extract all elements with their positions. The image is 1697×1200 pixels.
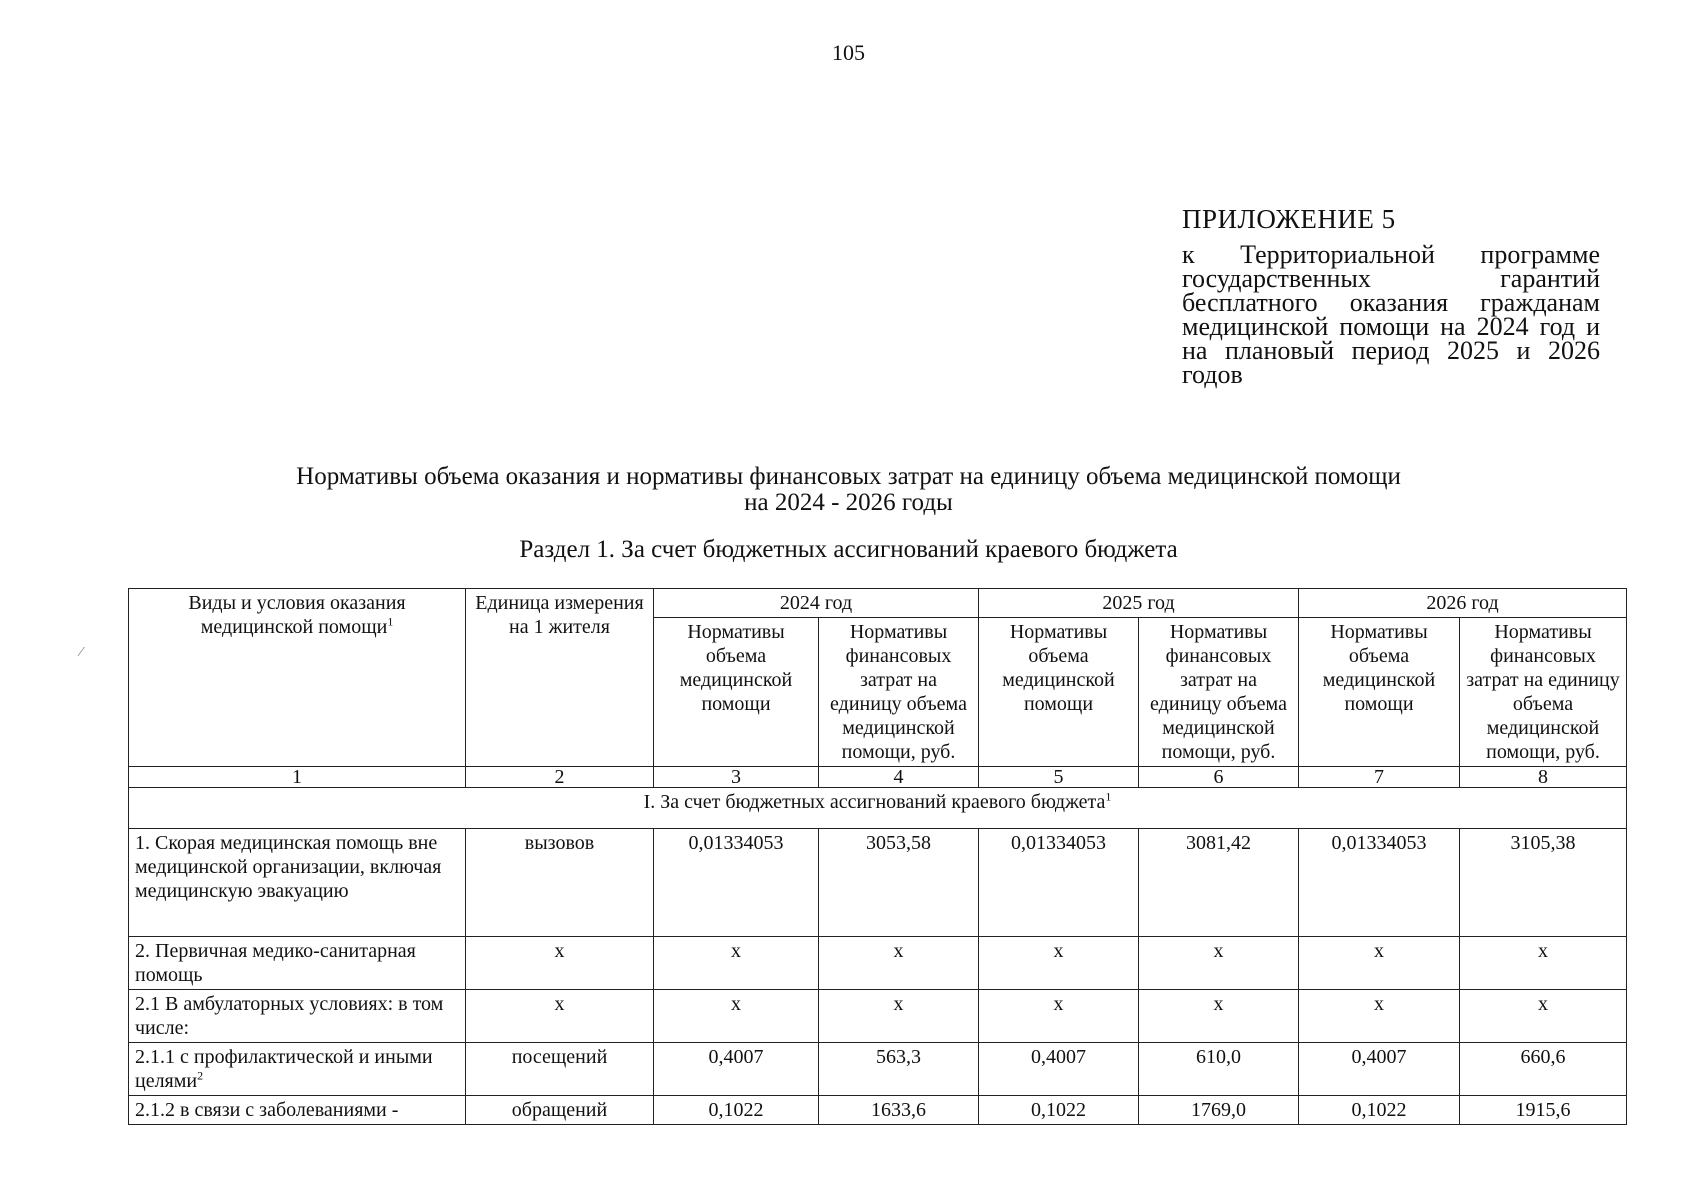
row-unit: х: [466, 937, 654, 990]
column-index: 3: [654, 767, 819, 788]
appendix-text: к Территориальной программе государственных гарантий бесплатного оказания гражданам медицинской помощи на 2024 год и на плановый период 2025 и 2026 годов: [1182, 240, 1600, 389]
table-row: [129, 937, 1627, 990]
header-row-years: [129, 589, 1627, 618]
header-cost-2026: Нормативы финансовых затрат на единицу объема медицинской помощи, руб.: [1460, 618, 1627, 767]
row-name: 2.1 В амбулаторных условиях: в том числе:: [129, 990, 466, 1043]
header-volume-2026: Нормативы объема медицинской помощи: [1299, 618, 1460, 767]
table-row: [129, 1043, 1627, 1096]
row-volume-2026: х: [1299, 990, 1460, 1043]
row-cost-2026: 660,6: [1460, 1043, 1627, 1096]
column-index: 1: [129, 767, 466, 788]
table-row: [129, 1096, 1627, 1125]
page-number: 105: [832, 40, 865, 65]
row-cost-2024: х: [819, 990, 979, 1043]
row-volume-2026: 0,4007: [1299, 1043, 1460, 1096]
section-row-label: I. За счет бюджетных ассигнований краевого бюджета$^1$: [129, 788, 1627, 829]
row-volume-2024: 0,01334053: [654, 829, 819, 937]
row-cost-2026: х: [1460, 990, 1627, 1043]
row-volume-2026: 0,1022: [1299, 1096, 1460, 1125]
column-index: 6: [1139, 767, 1299, 788]
row-cost-2026: 3105,38: [1460, 829, 1627, 937]
norms-table: [128, 588, 1627, 1125]
document-title-line1: Нормативы объема оказания и нормативы финансовых затрат на единицу объема медицинской помощи: [296, 463, 1401, 490]
column-index: 2: [466, 767, 654, 788]
header-year-2024: 2024 год: [654, 589, 979, 618]
row-volume-2024: х: [654, 937, 819, 990]
row-cost-2024: 563,3: [819, 1043, 979, 1096]
row-cost-2026: х: [1460, 937, 1627, 990]
column-index-row: [129, 767, 1627, 788]
row-name: 2.1.2 в связи с заболеваниями -: [129, 1096, 466, 1125]
stray-mark: ⁄: [80, 645, 83, 660]
row-unit: обращений: [466, 1096, 654, 1125]
section-row: [129, 788, 1627, 829]
section-title: Раздел 1. За счет бюджетных ассигнований краевого бюджета: [519, 536, 1178, 563]
appendix-block: [1182, 204, 1600, 387]
row-volume-2024: 0,4007: [654, 1043, 819, 1096]
row-volume-2025: 0,4007: [979, 1043, 1139, 1096]
row-volume-2026: х: [1299, 937, 1460, 990]
document-title: [0, 464, 1697, 516]
row-cost-2025: 3081,42: [1139, 829, 1299, 937]
header-year-2025: 2025 год: [979, 589, 1299, 618]
row-volume-2025: 0,01334053: [979, 829, 1139, 937]
column-index: 5: [979, 767, 1139, 788]
row-volume-2026: 0,01334053: [1299, 829, 1460, 937]
row-volume-2025: х: [979, 990, 1139, 1043]
header-cost-2024: Нормативы финансовых затрат на единицу объема медицинской помощи, руб.: [819, 618, 979, 767]
row-name: 2. Первичная медико-санитарная помощь: [129, 937, 466, 990]
row-volume-2024: 0,1022: [654, 1096, 819, 1125]
row-unit: вызовов: [466, 829, 654, 937]
row-cost-2024: 3053,58: [819, 829, 979, 937]
row-unit: х: [466, 990, 654, 1043]
column-index: 4: [819, 767, 979, 788]
header-cost-2025: Нормативы финансовых затрат на единицу объема медицинской помощи, руб.: [1139, 618, 1299, 767]
table-row: [129, 990, 1627, 1043]
row-volume-2024: х: [654, 990, 819, 1043]
row-cost-2024: 1633,6: [819, 1096, 979, 1125]
header-volume-2025: Нормативы объема медицинской помощи: [979, 618, 1139, 767]
appendix-title: ПРИЛОЖЕНИЕ 5: [1182, 204, 1396, 234]
row-cost-2025: х: [1139, 937, 1299, 990]
row-name: 2.1.1 с профилактической и иными целями$^2$: [129, 1043, 466, 1096]
row-volume-2025: 0,1022: [979, 1096, 1139, 1125]
row-name: 1. Скорая медицинская помощь вне медицинской организации, включая медицинскую эвакуацию: [129, 829, 466, 937]
header-year-2026: 2026 год: [1299, 589, 1627, 618]
column-index: 7: [1299, 767, 1460, 788]
document-title-line2: на 2024 - 2026 годы: [744, 489, 953, 516]
header-unit: Единица измерения на 1 жителя: [466, 589, 654, 767]
row-unit: посещений: [466, 1043, 654, 1096]
header-kind: Виды и условия оказания медицинской помощи$^1$: [129, 589, 466, 767]
row-cost-2025: 610,0: [1139, 1043, 1299, 1096]
column-index: 8: [1460, 767, 1627, 788]
row-cost-2025: х: [1139, 990, 1299, 1043]
row-volume-2025: х: [979, 937, 1139, 990]
row-cost-2024: х: [819, 937, 979, 990]
header-volume-2024: Нормативы объема медицинской помощи: [654, 618, 819, 767]
row-cost-2026: 1915,6: [1460, 1096, 1627, 1125]
row-cost-2025: 1769,0: [1139, 1096, 1299, 1125]
table-row: [129, 829, 1627, 937]
